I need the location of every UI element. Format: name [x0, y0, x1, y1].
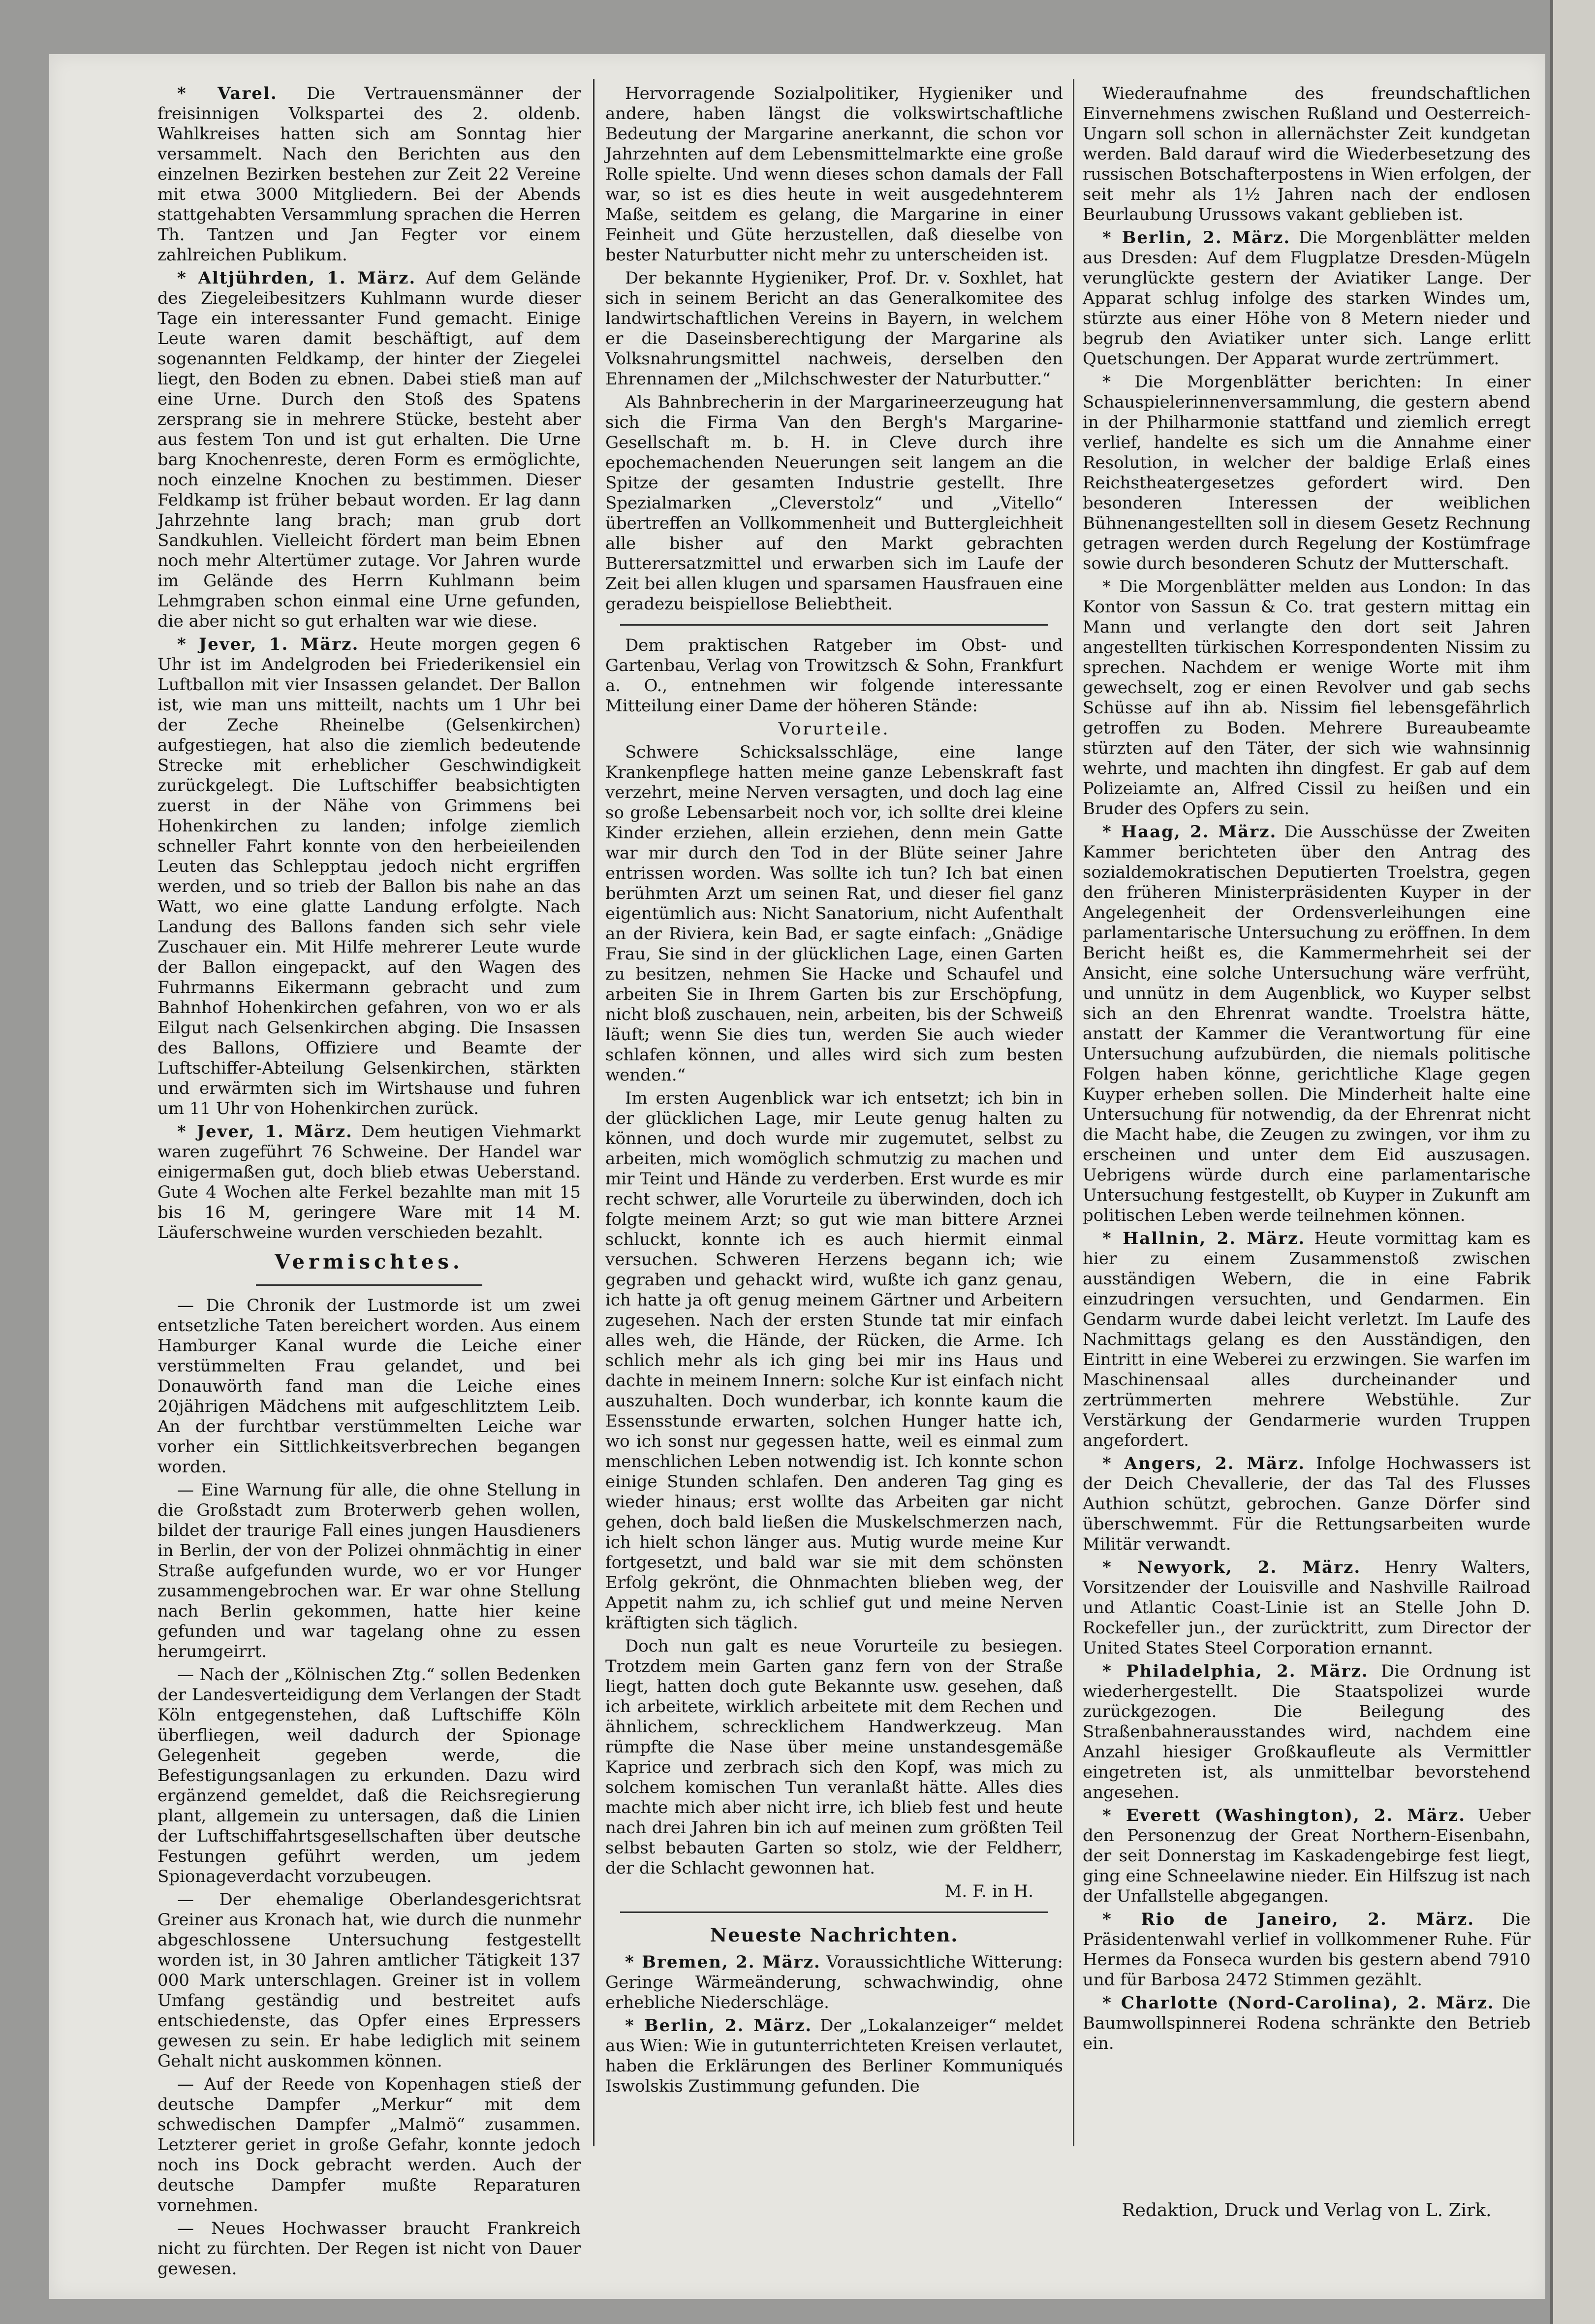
dateline: * Varel. — [177, 84, 278, 103]
dateline: * Everett (Washington), 2. März. — [1102, 1806, 1466, 1825]
news-morgenblaetter-1: * Die Morgenblätter berichten: In einer Schauspielerinnenversammlung, die gestern abend in der Philharmonie stattfand und ziemlich erregt verlief, handelte es sich um die Annahme einer Resolution, in welcher der baldige Erlaß eines Reichstheatergesetzes gefordert wird. Den besonderen Interessen der weiblichen Bühnenangestellten soll in diesem Gesetz Rechnung getragen werden durch Regelung der Kostümfrage sowie durch besonderen Schutz der Mutterschaft. — [1083, 372, 1531, 573]
column-2 — [605, 84, 1063, 2186]
dateline: * Jever, 1. März. — [177, 1122, 353, 1142]
news-charlotte — [1083, 1993, 1531, 2054]
dateline: * Bremen, 2. März. — [625, 1952, 821, 1972]
column-rule-2 — [1073, 79, 1074, 2146]
dateline: * Altjührden, 1. März. — [177, 268, 416, 288]
dateline: * Rio de Janeiro, 2. März. — [1102, 1910, 1475, 1929]
section-heading-neueste: Neueste Nachrichten. — [710, 1924, 959, 1946]
misc-item: — Eine Warnung für alle, die ohne Stellung in die Großstadt zum Broterwerb gehen wollen, bildet der traurige Fall eines jungen Hausdieners in Berlin, der von der Polizei ohnmächtig in einer Straße aufgefunden wurde, wo er vor Hunger zusammengebrochen war. Er war ohne Stellung nach Berlin gekommen, hatte hier keine gefunden und war tagelang ohne zu essen herumgeirrt. — [157, 1480, 581, 1661]
news-angers — [1083, 1454, 1531, 1555]
news-morgenblaetter-2: * Die Morgenblätter melden aus London: In das Kontor von Sassun & Co. trat gestern mittag ein Mann und verlangte den dort seit Jahren angestellten türkischen Korrespondenten Nissim zu sprechen. Nachdem er wenige Worte mit ihm gewechselt, zog er einen Revolver und gab sechs Schüsse auf ihn ab. Nissim fiel lebensgefährlich getroffen zu Boden. Mehrere Bureaubeamte stürzten auf den Täter, der sich wie wahnsinnig wehrte, und machten ihn dingfest. Er gab auf dem Polizeiamte an, Alfred Cissil zu heißen und ein Bruder des Opfers zu sein. — [1083, 577, 1531, 819]
margarine-article: Der bekannte Hygieniker, Prof. Dr. v. Soxhlet, hat sich in seinem Bericht an das Generalkomitee des landwirtschaftlichen Vereins in Bayern, in welchem er die Daseinsberechtigung der Margarine als Volksnahrungsmittel nachweis, derselben den Ehrennamen der „Milchschwester der Naturbutter.“ — [605, 268, 1063, 389]
story-paragraph: Schwere Schicksalsschläge, eine lange Krankenpflege hatten meine ganze Lebenskraft fast verzehrt, meine Nerven versagten, und doch lag eine so große Lebensarbeit noch vor, ich sollte drei kleine Kinder erziehen, allein erziehen, denn mein Gatte war mir durch den Tod in der Blüte seiner Jahre entrissen worden. Was sollte ich tun? Ich bat einen berühmten Arzt um seinen Rat, und dieser fiel ganz eigentümlich aus: Nicht Sanatorium, nicht Aufenthalt an der Riviera, kein Bad, er sagte einfach: „Gnädige Frau, Sie sind in der glücklichen Lage, einen Garten zu besitzen, nehmen Sie Hacke und Schaufel und arbeiten Sie in Ihrem Garten bis zur Erschöpfung, nicht bloß zuschauen, nein, arbeiten, bis der Schweiß läuft; wenn Sie dies tun, werden Sie auch wieder schlafen können, und alles wird sich zum besten wenden.“ — [605, 742, 1063, 1085]
article-text: Der „Lokalanzeiger“ meldet aus Wien: Wie in gutunterrichteten Kreisen verlautet, haben die Erklärungen des Berliner Kommuniqués Iswolskis Zustimmung gefunden. Die — [605, 2016, 1063, 2096]
article-text: Henry Walters, Vorsitzender der Louisville and Nashville Railroad und Atlantic Coast-Linie ist an Stelle John D. Rockefeller jun., der zurücktritt, zum Director der United States Steel Corporation ernannt. — [1083, 1558, 1531, 1658]
misc-item: — Der ehemalige Oberlandesgerichtsrat Greiner aus Kronach hat, wie durch die nunmehr abgeschlossene Untersuchung festgestellt worden ist, in 30 Jahren amtlicher Tätigkeit 137 000 Mark unterschlagen. Greiner ist in vollem Umfang geständig und bestreitet aufs entschiedenste, das Opfer eines Erpressers gewesen zu sein. Er habe lediglich mit seinem Gehalt nicht auskommen können. — [157, 1890, 581, 2071]
story-signature: M. F. in H. — [944, 1881, 1033, 1901]
article-text: Die Baumwollspinnerei Rodena schränkte den Betrieb ein. — [1083, 1993, 1531, 2053]
news-rio — [1083, 1910, 1531, 1990]
section-heading-vermischtes: Vermischtes. — [275, 1250, 464, 1273]
news-hallnin — [1083, 1229, 1531, 1451]
gardening-intro: Dem praktischen Ratgeber im Obst- und Gartenbau, Verlag von Trowitzsch & Sohn, Frankfurt a. O., entnehmen wir folgende interessante Mitteilung einer Dame der höheren Stände: — [605, 636, 1063, 716]
article-text: Auf dem Gelände des Ziegeleibesitzers Kuhlmann wurde dieser Tage ein interessanter Fund gemacht. Einige Leute waren damit beschäftigt, auf dem sogenannten Feldkamp, der hinter der Ziegelei liegt, den Boden zu ebnen. Dabei stieß man auf eine Urne. Durch den Stoß des Spatens zersprang sie in mehrere Stücke, besteht aber aus festem Ton und ist gut erhalten. Die Urne barg Knochenreste, deren Form es ermöglichte, noch einzelne Knochen zu bestimmen. Dieser Feldkamp ist früher bebaut worden. Er lag dann Jahrzehnte lang brach; man grub dort Sandkuhlen. Vielleicht fördert man beim Ebnen noch mehr Altertümer zutage. Vor Jahren wurde im Gelände des Herrn Kuhlmann beim Lehmgraben schon einmal eine Urne gefunden, die aber nicht so gut erhalten war wie diese. — [157, 268, 581, 631]
article-text: Die Vertrauensmänner der freisinnigen Volkspartei des 2. oldenb. Wahlkreises hatten sich am Sonntag hier versammelt. Nach den Berichten aus den einzelnen Bezirken bestehen zur Zeit 22 Vereine mit etwa 3000 Mitgliedern. Bei der Abends stattgehabten Versammlung sprachen die Herren Th. Tantzen und Jan Fegter vor einem zahlreichen Publikum. — [157, 84, 581, 265]
dateline: * Haag, 2. März. — [1102, 822, 1277, 842]
dateline: * Hallnin, 2. März. — [1102, 1229, 1306, 1248]
news-newyork — [1083, 1558, 1531, 1658]
column-3 — [1083, 84, 1531, 2186]
article-text: Infolge Hochwassers ist der Deich Chevallerie, der das Tal des Flusses Authion schützt, gebrochen. Ganze Dörfer sind überschwemmt. Für die Rettungsarbeiten wurde Militär verwandt. — [1083, 1454, 1531, 1554]
story-title: Vorurteile. — [778, 719, 890, 739]
article-text: Die Ausschüsse der Zweiten Kammer berichteten über den Antrag des sozialdemokratischen Deputierten Troelstra, gegen den früheren Ministerpräsidenten Kuyper in der Angelegenheit der Ordensverleihungen eine parlamentarische Untersuchung zu eröffnen. In dem Bericht heißt es, die Kammermehrheit sei der Ansicht, eine solche Untersuchung wäre verfrüht, und unnütz in dem Augenblick, wo Kuyper selbst sich an den Ehrenrat wandte. Troelstra hätte, anstatt der Kammer die Verantwortung für eine Untersuchung aufzubürden, die niemals politische Folgen haben könne, gerichtliche Klage gegen Kuyper erheben sollen. Die Minderheit halte eine Untersuchung für notwendig, da der Ehrenrat nicht die Macht habe, die Zeugen zu zwingen, vor ihm zu erscheinen und unter dem Eid auszusagen. Uebrigens würde durch eine parlamentarische Untersuchung festgestellt, ob Kuyper in Zukunft am politischen Leben werde teilnehmen können. — [1083, 822, 1531, 1225]
article-text: Dem heutigen Viehmarkt waren zugeführt 76 Schweine. Der Handel war einigermaßen gut, doch blieb etwas Ueberstand. Gute 4 Wochen alte Ferkel bezahlte man mit 15 bis 16 M, geringere Ware mit 14 M. Läuferschweine wurden verschieden bezahlt. — [157, 1122, 581, 1242]
dateline: * Angers, 2. März. — [1102, 1454, 1306, 1473]
dateline: * Charlotte (Nord-Carolina), 2. März. — [1102, 1993, 1495, 2013]
dateline: * Berlin, 2. März. — [625, 2016, 813, 2036]
article-text: Heute vormittag kam es hier zu einem Zusammenstoß zwischen ausständigen Webern, die in eine Fabrik einzudringen versuchten, und Gendarmen. Ein Gendarm wurde dabei leicht verletzt. Im Laufe des Nachmittags gelang es den Ausständigen, den Eintritt in eine Weberei zu erzwingen. Sie warfen im Maschinensaal alles durcheinander und zertrümmerten mehrere Webstühle. Zur Verstärkung der Gendarmerie wurden Truppen angefordert. — [1083, 1229, 1531, 1450]
dateline: * Newyork, 2. März. — [1102, 1558, 1361, 1577]
article-jever-market — [157, 1122, 581, 1243]
article-text: Die Präsidentenwahl verlief in vollkommener Ruhe. Für Hermes da Fonseca wurden bis gestern abend 7910 und für Barbosa 2472 Stimmen gezählt. — [1083, 1910, 1531, 1990]
article-varel — [157, 84, 581, 265]
section-rule — [620, 624, 1048, 626]
section-rule — [620, 1911, 1048, 1913]
story-paragraph: Doch nun galt es neue Vorurteile zu besiegen. Trotzdem mein Garten ganz fern von der Straße liegt, hatten doch gute Bekannte usw. gesehen, daß ich arbeitete, wirklich arbeitete mit dem Rechen und ähnlichem, schrecklichem Handwerkzeug. Man rümpfte die Nase über meine unstandesgemäße Kaprice und zerbrach sich den Kopf, was mich zu solchem komischen Tun veranlaßt hätte. Alles dies machte mich aber nicht irre, ich blieb fest und heute nach drei Jahren bin ich auf meinen zum größten Teil selbst bebauten Garten so stolz, wie der Feldherr, der die Schlacht gewonnen hat. — [605, 1636, 1063, 1878]
article-text: Die Ordnung ist wiederhergestellt. Die Staatspolizei wurde zurückgezogen. Die Beilegung des Straßenbahnerausstandes wird, nachdem eine Anzahl hiesiger Großkaufleute als Vermittler eingetreten ist, als unmittelbar bevorstehend angesehen. — [1083, 1661, 1531, 1802]
news-everett — [1083, 1806, 1531, 1907]
news-haag — [1083, 822, 1531, 1226]
news-berlin-dresden — [1083, 228, 1531, 369]
publisher-imprint: Redaktion, Druck und Verlag von L. Zirk. — [1122, 2200, 1492, 2221]
story-paragraph: Im ersten Augenblick war ich entsetzt; ich bin in der glücklichen Lage, mir Leute genug halten zu können, und doch wurde mir zugemutet, selbst zu arbeiten, mich womöglich schmutzig zu machen und mir Teint und Hände zu verderben. Erst wurde es mir recht schwer, alle Vorurteile zu überwinden, doch ich folgte meinem Arzt; so gut wie man bittere Arznei schluckt, konnte ich es auch hiermit einmal versuchen. Schweren Herzens begann ich; wie gegraben und gehackt wird, wußte ich ganz genau, ich hatte ja oft genug meinem Gärtner und Arbeitern zugesehen. Nach der ersten Stunde tat mir einfach alles weh, die Hände, der Rücken, die Arme. Ich schlich mehr als ich ging bei mir ins Haus und dachte in meinem Innern: solche Kur ist einfach nicht auszuhalten. Doch wunderbar, ich konnte kaum die Essensstunde erwarten, solchen Hunger hatte ich, wo ich sonst nur gegessen hatte, weil es einmal zum menschlichen Leben notwendig ist. Ich konnte schon einige Stunden schlafen. Den anderen Tag ging es wieder hinaus; erst wollte das Arbeiten gar nicht gehen, doch bald ließen die Muskelschmerzen nach, ich hielt schon länger aus. Mutig wurde meine Kur fortgesetzt, und bald war sie mit dem schönsten Erfolg gekrönt, die Ohnmachten blieben weg, der Appetit nahm zu, ich schlief gut und meine Nerven kräftigten sich täglich. — [605, 1088, 1063, 1633]
news-berlin — [605, 2016, 1063, 2097]
article-text: Voraussichtliche Witterung: Geringe Wärmeänderung, schwachwindig, ohne erhebliche Niederschläge. — [605, 1952, 1063, 2012]
article-text: Die Morgenblätter melden aus Dresden: Auf dem Flugplatze Dresden-Mügeln verunglückte gestern der Aviatiker Lange. Der Apparat schlug infolge des starken Windes um, stürzte aus einer Höhe von 8 Metern nieder und begrub den Aviatiker unter sich. Lange erlitt Quetschungen. Der Apparat wurde zertrümmert. — [1083, 228, 1531, 369]
dateline: * Jever, 1. März. — [177, 635, 359, 654]
news-philadelphia — [1083, 1661, 1531, 1803]
dateline: * Philadelphia, 2. März. — [1102, 1661, 1369, 1681]
article-text: Heute morgen gegen 6 Uhr ist im Andelgroden bei Friederikensiel ein Luftballon mit vier Insassen gelandet. Der Ballon ist, wie man uns mitteilt, nachts um 1 Uhr bei der Zeche Rheinelbe (Gelsenkirchen) aufgestiegen, hat also die ziemlich bedeutende Strecke mit erheblicher Geschwindigkeit zurückgelegt. Die Luftschiffer beabsichtigten zuerst in der Nähe von Grimmens bei Hohenkirchen zu landen; infolge ziemlich schneller Fahrt konnte von den herbeieilenden Leuten das Schlepptau jedoch nicht ergriffen werden, und so trieb der Ballon bis nahe an das Watt, wo eine glatte Landung erfolgte. Nach Landung des Ballons fanden sich sehr viele Zuschauer ein. Mit Hilfe mehrerer Leute wurde der Ballon eingepackt, auf den Wagen des Fuhrmanns Eikermann gebracht und zum Bahnhof Hohenkirchen gefahren, von wo er als Eilgut nach Gelsenkirchen abging. Die Insassen des Ballons, Offiziere und Beamte der Luftschiffer-Abteilung Gelsenkirchen, stärkten und erwärmten sich im Wirtshause und fuhren um 11 Uhr von Hohenkirchen zurück. — [157, 635, 581, 1118]
misc-item: — Auf der Reede von Kopenhagen stieß der deutsche Dampfer „Merkur“ mit dem schwedischen Dampfer „Malmö“ zusammen. Letzterer geriet in große Gefahr, konnte jedoch noch ins Dock gebracht werden. Auch der deutsche Dampfer mußte Reparaturen vornehmen. — [157, 2074, 581, 2215]
article-text: Ueber den Personenzug der Great Northern-Eisenbahn, der seit Donnerstag im Kaskadengebirge fest liegt, ging eine Schneelawine nieder. Ein Hilfszug ist nach der Unfallstelle abgegangen. — [1083, 1806, 1531, 1906]
column-1 — [157, 84, 581, 2279]
margarine-article: Als Bahnbrecherin in der Margarineerzeugung hat sich die Firma Van den Bergh's Margarine-Gesellschaft m. b. H. in Cleve durch ihre epochemachenden Neuerungen seit langem an die Spitze der gesamten Industrie gestellt. Ihre Spezialmarken „Cleverstolz“ und „Vitello“ übertreffen an Vollkommenheit und Buttergleichheit alle bisher auf den Markt gebrachten Butterersatzmittel und erwarben sich im Laufe der Zeit bei allen klugen und sparsamen Hausfrauen eine geradezu beispiellose Beliebtheit. — [605, 392, 1063, 614]
news-bremen — [605, 1952, 1063, 2013]
misc-item: — Neues Hochwasser braucht Frankreich nicht zu fürchten. Der Regen ist nicht von Dauer gewesen. — [157, 2219, 581, 2279]
misc-item: — Nach der „Kölnischen Ztg.“ sollen Bedenken der Landesverteidigung dem Verlangen der Stadt Köln entgegenstehen, daß Luftschiffe Köln überfliegen, weil dadurch der Spionage Gelegenheit gegeben werde, die Befestigungsanlagen zu erkunden. Dazu wird ergänzend gemeldet, daß die Reichsregierung plant, allgemein zu untersagen, daß die Linien der Luftschiffahrtsgesellschaften über deutsche Festungen geführt werden, um jedem Spionageverdacht vorzubeugen. — [157, 1665, 581, 1886]
column-rule-1 — [593, 79, 594, 2146]
article-jever-balloon — [157, 635, 581, 1119]
misc-item: — Die Chronik der Lustmorde ist um zwei entsetzliche Taten bereichert worden. Aus einem Hamburger Kanal wurde die Leiche einer verstümmelten Frau gelandet, und bei Donauwörth fand man die Leiche eines 20jährigen Mädchens mit aufgeschlitztem Leib. An der furchtbar verstümmelten Leiche war vorher ein Sittlichkeitsverbrechen begangen worden. — [157, 1296, 581, 1477]
heading-rule — [256, 1284, 482, 1286]
adjacent-page-edge — [1550, 0, 1595, 2324]
margarine-article: Hervorragende Sozialpolitiker, Hygieniker und andere, haben längst die volkswirtschaftliche Bedeutung der Margarine anerkannt, die schon vor Jahrzehnten auf dem Lebensmittelmarkte eine große Rolle spielte. Und wenn dieses schon damals der Fall war, so ist es dies heute in weit ausgedehnterem Maße, seitdem es gelang, die Margarine in einer Feinheit und Güte herzustellen, daß dieselbe von bester Naturbutter nicht mehr zu unterscheiden ist. — [605, 84, 1063, 265]
dateline: * Berlin, 2. März. — [1102, 228, 1291, 248]
news-continuation: Wiederaufnahme des freundschaftlichen Einvernehmens zwischen Rußland und Oesterreich-Ungarn soll schon in allernächster Zeit kundgetan werden. Bald darauf wird die Wiederbesetzung des russischen Botschafterpostens in Wien erfolgen, der seit mehr als 1½ Jahren nach der endlosen Beurlaubung Urussows vakant geblieben ist. — [1083, 84, 1531, 224]
article-altjuehrden — [157, 268, 581, 632]
